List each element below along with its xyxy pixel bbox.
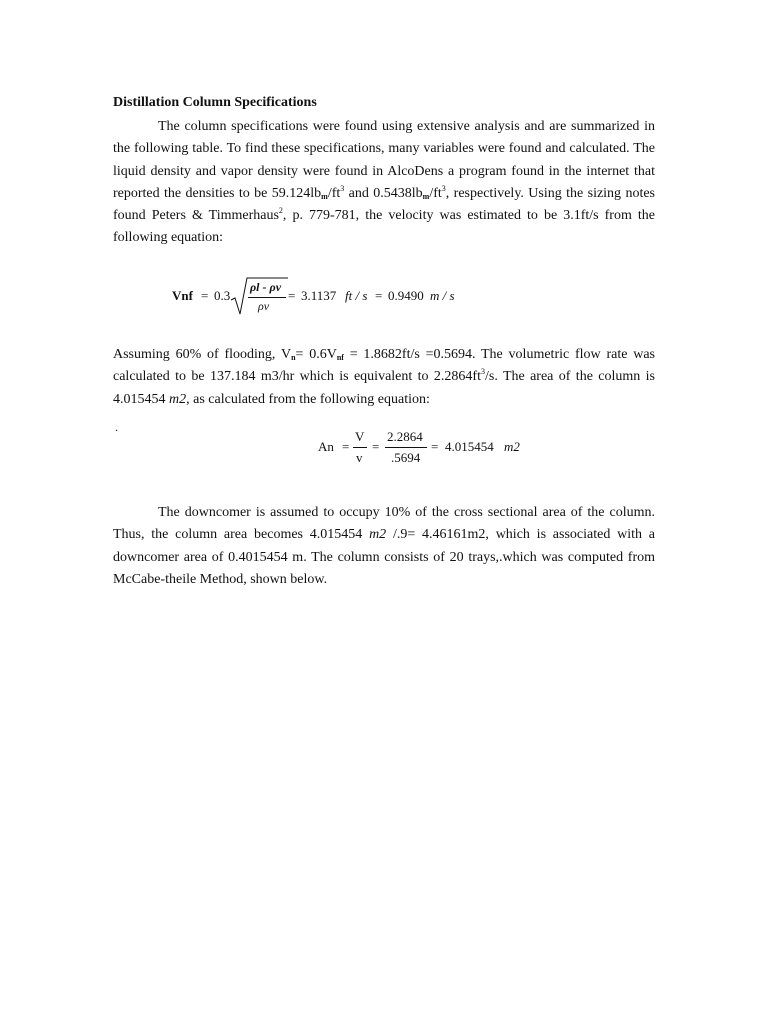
eq2-equals: = bbox=[342, 439, 350, 454]
eq2-frac2-denominator: .5694 bbox=[391, 450, 421, 465]
eq2-unit: m2 bbox=[504, 439, 520, 454]
eq1-equals-2: = bbox=[288, 288, 296, 303]
eq2-value: 4.015454 bbox=[445, 439, 494, 454]
eq2-equals-2: = bbox=[372, 439, 380, 454]
eq1-unit-m: m / s bbox=[430, 288, 455, 303]
paragraph-specifications: The column specifications were found using extensive analysis and are summarized in the following table. To find these specifications, many variables were found and calculated. The liquid density and vapor density were found in AlcoDens a program found in the internet that reported the densities to be $59.124lb_m/ft^3$ and $0.5438lb_m/ft^3$, respectively. Using the sizing notes found Peters & Timmerhaus$^2$, p. 779-781, the velocity was estimated to be 3.1ft/s from the following equation: bbox=[113, 119, 656, 246]
paragraph-flooding: Assuming 60% of flooding, $V_n= 0.6V_{nf} = 1.8682ft/s =0.5694$. The volumetric flow rate was calculated to be 137.184 m3/hr which is equivalent to $2.2864ft^3/s$. The area of the column is 4.015454 m2, as calculated from the following equation: bbox=[113, 347, 655, 407]
eq1-denominator: ρv bbox=[258, 299, 270, 313]
eq1-numerator: ρl - ρv bbox=[250, 280, 282, 294]
velocity-equation bbox=[170, 276, 470, 318]
eq1-unit-ft: ft / s bbox=[345, 288, 368, 303]
area-equation bbox=[317, 428, 547, 470]
eq1-lhs: Vnf bbox=[172, 288, 193, 303]
eq2-equals-3: = bbox=[431, 439, 439, 454]
section-title: Distillation Column Specifications bbox=[113, 95, 317, 110]
eq2-frac1-numerator: V bbox=[355, 429, 365, 444]
eq1-coefficient: 0.3 bbox=[214, 288, 231, 303]
eq2-frac2-bar bbox=[385, 447, 427, 448]
eq1-value-ft: 3.1137 bbox=[301, 288, 337, 303]
stray-mark: . bbox=[115, 420, 118, 434]
eq1-equals-3: = bbox=[375, 288, 383, 303]
eq1-fraction-bar bbox=[248, 297, 286, 298]
eq1-equals: = bbox=[201, 288, 209, 303]
eq2-lhs: An bbox=[318, 439, 334, 454]
eq2-frac1-bar bbox=[353, 447, 367, 448]
eq2-frac1-denominator: v bbox=[356, 450, 363, 465]
paragraph-downcomer: The downcomer is assumed to occupy 10% of the cross sectional area of the column. Thus, the column area becomes 4.015454 m2 /.9= 4.46161m2, which is associated with a downcomer area of 0.4015454 m. The column consists of 20 trays,.which was computed from McCabe-theile Method, shown below. bbox=[113, 505, 655, 587]
eq2-frac2-numerator: 2.2864 bbox=[387, 429, 423, 444]
eq1-value-m: 0.9490 bbox=[388, 288, 424, 303]
